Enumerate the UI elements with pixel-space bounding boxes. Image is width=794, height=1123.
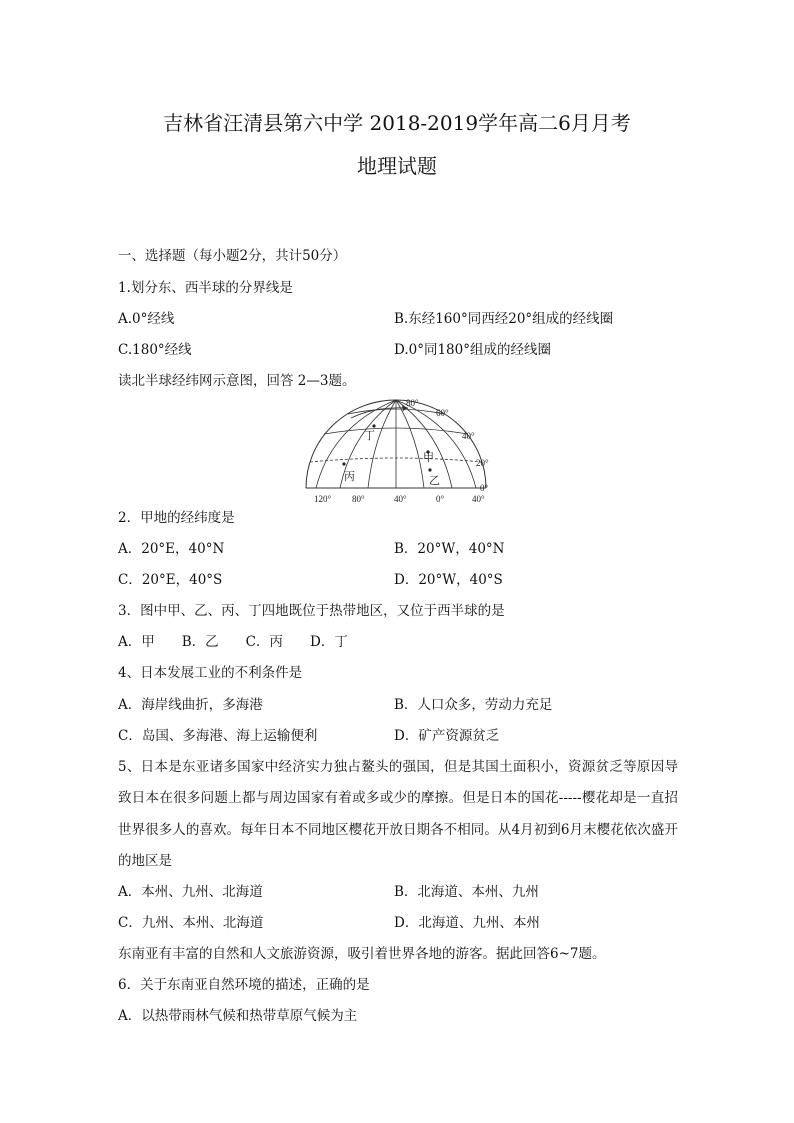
q5-option-d: D．北海道、九州、本州 (394, 915, 540, 931)
lon-label-40w: 40° (394, 494, 407, 504)
lat-label-0: 0° (480, 483, 489, 493)
q1-option-d: D.0°同180°组成的经线圈 (394, 342, 551, 358)
q5-option-a: A．本州、九州、北海道 (118, 884, 263, 900)
graticule-figure (296, 396, 496, 506)
label-yi: 乙 (429, 475, 440, 487)
q5-option-c: C．九州、本州、北海道 (118, 915, 264, 931)
intro-6-7: 东南亚有丰富的自然和人文旅游资源，吸引着世界各地的游客。据此回答6~7题。 (118, 946, 606, 962)
q4-option-b: B．人口众多，劳动力充足 (394, 697, 553, 713)
q1-option-c: C.180°经线 (118, 342, 192, 358)
lat-label-80: 80° (406, 398, 419, 408)
point-ding (372, 424, 375, 427)
q2-option-c: C．20°E，40°S (118, 572, 223, 588)
lon-label-0: 0° (436, 494, 445, 504)
page-subtitle: 地理试题 (357, 154, 437, 178)
lon-label-120: 120° (314, 494, 332, 504)
point-yi (428, 468, 431, 471)
q3-stem: 3．图中甲、乙、丙、丁四地既位于热带地区，又位于西半球的是 (118, 603, 505, 619)
q5-stem: 5、日本是东亚诸多国家中经济实力独占鳌头的强国，但是其国土面积小，资源贫乏等原因导致日本在很多问题上都与周边国家有着或多或少的摩擦。但是日本的国花-----樱花却是一直招世界很多人的喜欢。每年日本不同地区樱花开放日期各不相同。从4月初到6月末樱花依次盛开的地区是 (118, 759, 678, 869)
lat-label-60: 60° (436, 408, 449, 418)
q6-stem: 6．关于东南亚自然环境的描述，正确的是 (118, 977, 370, 993)
q4-option-d: D．矿产资源贫乏 (394, 728, 500, 744)
section-heading: 一、选择题（每小题2分，共计50分） (118, 248, 347, 264)
q1-stem: 1.划分东、西半球的分界线是 (118, 280, 293, 296)
q2-option-b: B．20°W，40°N (394, 541, 505, 557)
meridian (396, 400, 424, 488)
q2-stem: 2．甲地的经纬度是 (118, 510, 235, 526)
q4-option-c: C．岛国、多海港、海上运输便利 (118, 728, 318, 744)
lat-label-40: 40° (462, 431, 475, 441)
meridian (368, 400, 396, 488)
lon-label-40e: 40° (472, 494, 485, 504)
q5-option-b: B．北海道、本州、九州 (394, 884, 539, 900)
q4-stem: 4、日本发展工业的不利条件是 (118, 665, 303, 681)
q4-option-a: A．海岸线曲折，多海港 (118, 697, 263, 713)
q2-option-a: A．20°E，40°N (118, 541, 225, 557)
q6-option-a: A．以热带雨林气候和热带草原气候为主 (118, 1008, 358, 1024)
q3-options: A．甲 B．乙 C．丙 D．丁 (118, 634, 348, 650)
page-title: 吉林省汪清县第六中学 2018-2019学年高二6月月考 (163, 111, 631, 135)
point-bing (342, 462, 345, 465)
lat-label-20: 20° (476, 458, 489, 468)
label-jia: 甲 (423, 452, 434, 464)
intro-2-3: 读北半球经纬网示意图，回答 2—3题。 (118, 373, 356, 389)
q1-option-b: B.东经160°同西经20°组成的经线圈 (394, 311, 614, 327)
label-ding: 丁 (364, 430, 375, 442)
label-bing: 丙 (344, 471, 355, 483)
lon-label-80: 80° (352, 494, 365, 504)
q1-option-a: A.0°经线 (118, 311, 175, 327)
q2-option-d: D．20°W，40°S (394, 572, 503, 588)
